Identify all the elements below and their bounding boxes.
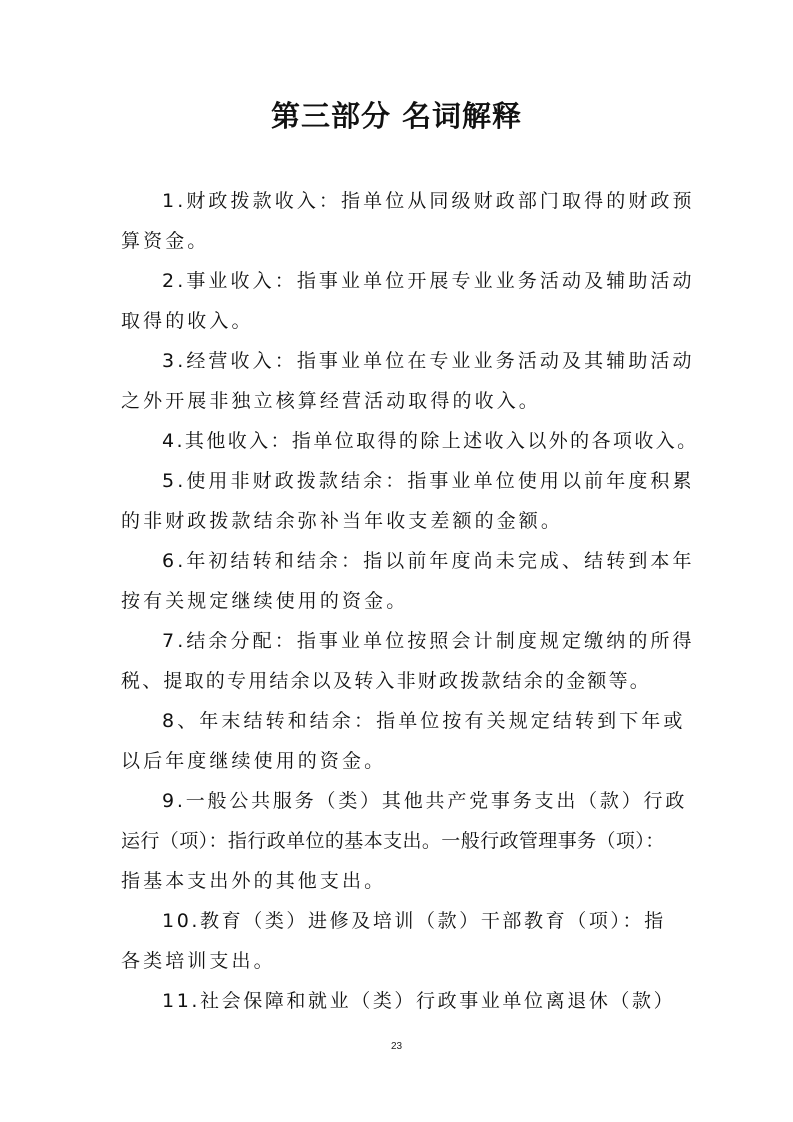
text-line: 各类培训支出。	[121, 950, 276, 972]
text-line: 11.社会保障和就业（类）行政事业单位离退休（款）	[162, 990, 676, 1012]
text-line: 9.一般公共服务（类）其他共产党事务支出（款）行政	[162, 790, 688, 812]
text-line: 按有关规定继续使用的资金。	[121, 590, 409, 612]
text-line: 6.年初结转和结余：指以前年度尚未完成、结转到本年	[162, 550, 695, 572]
text-line: 4.其他收入：指单位取得的除上述收入以外的各项收入。	[162, 430, 699, 452]
text-line: 之外开展非独立核算经营活动取得的收入。	[121, 390, 541, 412]
page-title: 第三部分 名词解释	[270, 99, 523, 133]
text-line: 5.使用非财政拨款结余：指事业单位使用以前年度积累	[162, 470, 695, 492]
text-line: 7.结余分配：指事业单位按照会计制度规定缴纳的所得	[162, 630, 695, 652]
text-line: 10.教育（类）进修及培训（款）干部教育（项）：指	[162, 910, 666, 932]
text-line: 以后年度继续使用的资金。	[121, 750, 387, 772]
text-line: 的非财政拨款结余弥补当年收支差额的金额。	[121, 510, 564, 532]
text-line: 3.经营收入：指事业单位在专业业务活动及其辅助活动	[162, 350, 695, 372]
text-line: 2.事业收入：指事业单位开展专业业务活动及辅助活动	[162, 270, 695, 292]
text-line: 税、提取的专用结余以及转入非财政拨款结余的金额等。	[121, 670, 652, 692]
text-line: 运行（项）：指行政单位的基本支出。一般行政管理事务（项）：	[121, 830, 665, 852]
text-line: 指基本支出外的其他支出。	[121, 870, 387, 892]
text-line: 取得的收入。	[121, 310, 254, 332]
text-line: 8、年末结转和结余：指单位按有关规定结转到下年或	[162, 710, 686, 732]
text-line: 1.财政拨款收入：指单位从同级财政部门取得的财政预	[162, 190, 695, 212]
text-line: 算资金。	[121, 230, 210, 252]
page-number: 23	[390, 1041, 403, 1052]
